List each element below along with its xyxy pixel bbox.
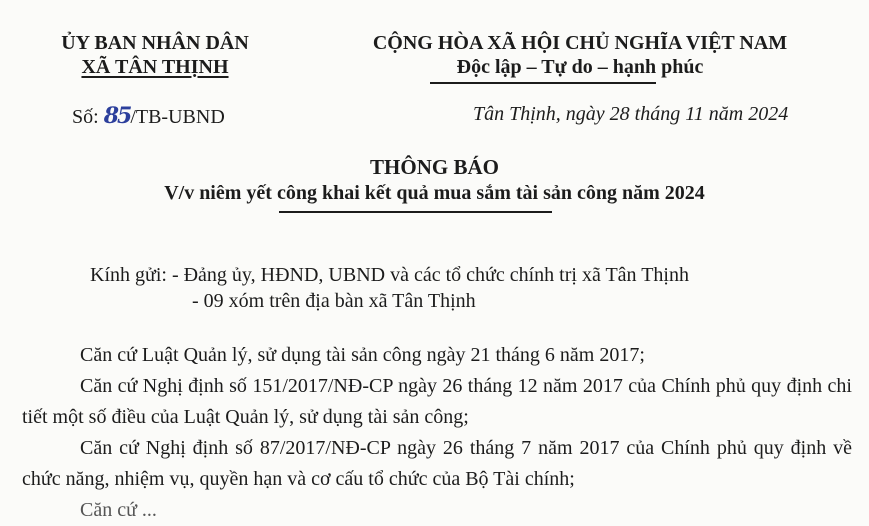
national-header — [300, 31, 860, 79]
agency-line-1: ỦY BAN NHÂN DÂN — [61, 32, 249, 54]
body-paragraph-partial: Căn cứ ... — [80, 499, 157, 521]
doc-number-suffix: /TB-UBND — [130, 106, 225, 128]
recipient-2: - 09 xóm trên địa bàn xã Tân Thịnh — [192, 290, 476, 312]
document-title: THÔNG BÁO — [370, 155, 499, 179]
national-motto: Độc lập – Tự do – hạnh phúc — [456, 56, 704, 78]
body-paragraph: Căn cứ Nghị định số 151/2017/NĐ-CP ngày 26 tháng 12 năm 2017 của Chính phủ quy định chi tiết một số điều của Luật Quản lý, sử dụng tài sản công; — [22, 375, 852, 428]
issuing-agency — [30, 31, 280, 79]
document-subtitle: V/v niêm yết công khai kết quả mua sắm tài sản công năm 2024 — [164, 182, 705, 204]
agency-line-2: XÃ TÂN THỊNH — [81, 56, 229, 78]
doc-number-prefix: Số: — [72, 106, 99, 128]
body-paragraph: Căn cứ Luật Quản lý, sử dụng tài sản công ngày 21 tháng 6 năm 2017; — [80, 344, 645, 366]
document-number — [72, 103, 225, 129]
handwritten-number: 85 — [103, 103, 131, 129]
recipients — [90, 262, 689, 314]
body-paragraph: Căn cứ Nghị định số 87/2017/NĐ-CP ngày 26 tháng 7 năm 2017 của Chính phủ quy định về chức năng, nhiệm vụ, quyền hạn và cơ cấu tổ chức của Bộ Tài chính; — [22, 437, 852, 490]
recipients-label: Kính gửi: — [90, 264, 167, 286]
subtitle-underline — [279, 211, 552, 213]
national-title: CỘNG HÒA XÃ HỘI CHỦ NGHĨA VIỆT NAM — [372, 32, 788, 54]
place-and-date: Tân Thịnh, ngày 28 tháng 11 năm 2024 — [473, 103, 789, 125]
motto-underline — [430, 82, 656, 84]
recipient-1: - Đảng ủy, HĐND, UBND và các tổ chức chính trị xã Tân Thịnh — [171, 264, 689, 286]
